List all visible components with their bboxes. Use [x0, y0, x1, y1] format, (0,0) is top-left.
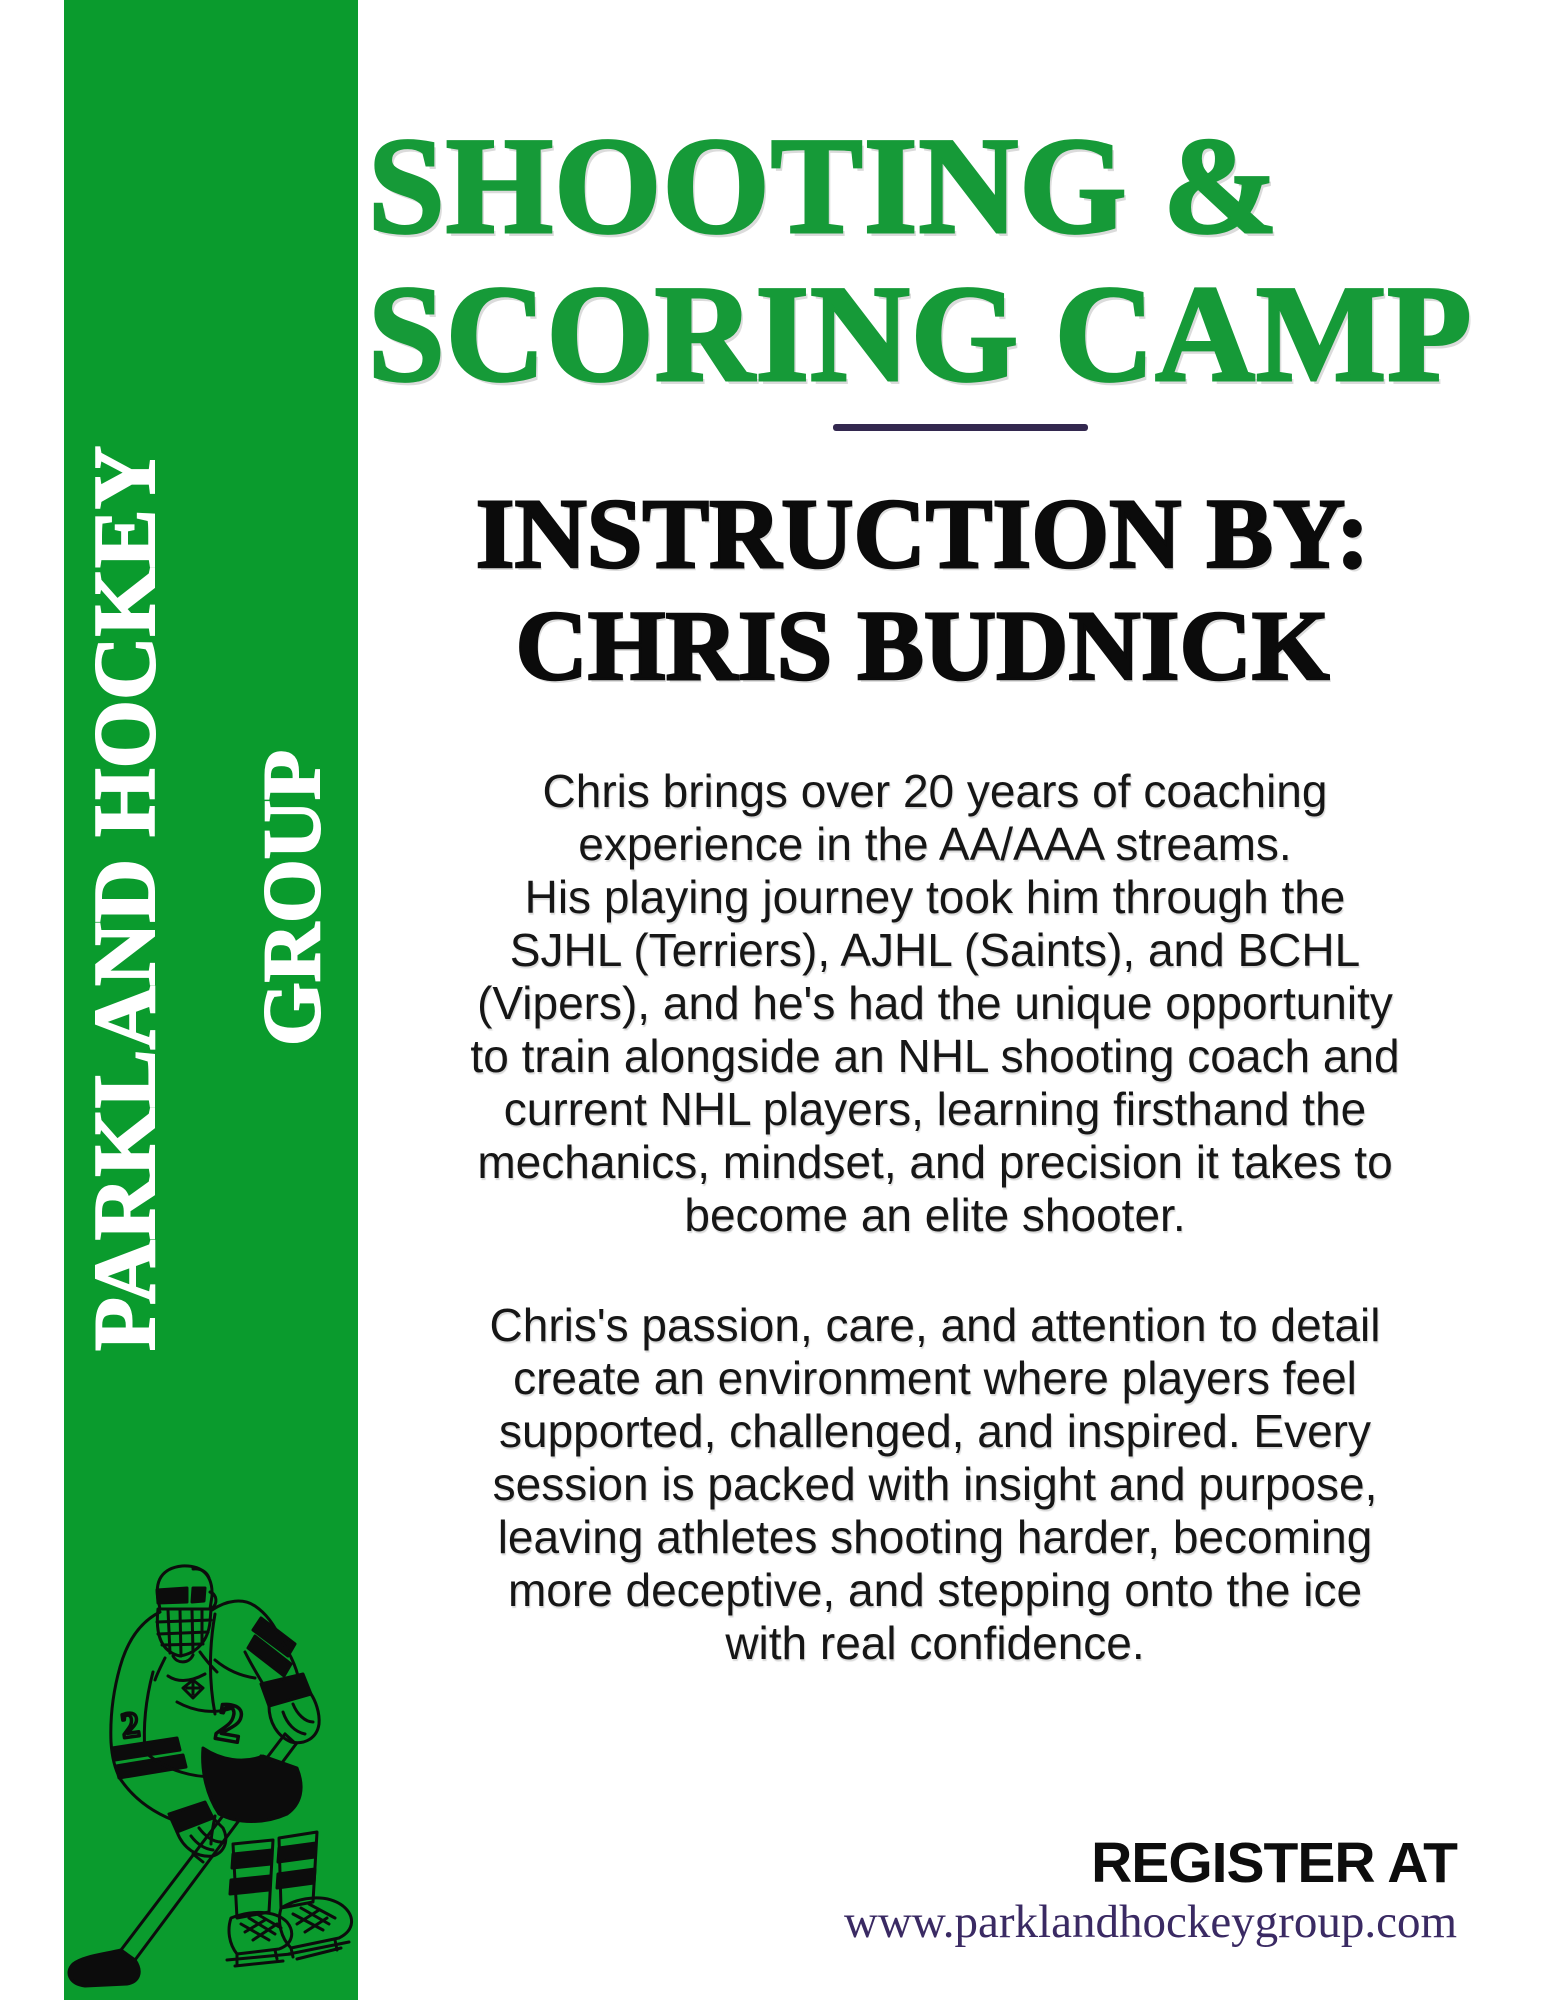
website-link[interactable]: www.parklandhockeygroup.com [844, 1896, 1457, 1948]
page-title-line2: SCORING CAMP [368, 257, 1473, 410]
bio-paragraph-2 [320, 1299, 1545, 1670]
page-title-line1: SHOOTING & [368, 109, 1279, 262]
bio-line: current NHL players, learning firsthand the [503, 1083, 1367, 1135]
hockey-player-icon [65, 1552, 360, 1997]
svg-text:2: 2 [210, 1690, 248, 1755]
instructor-heading-line2: CHRIS BUDNICK [515, 590, 1330, 701]
sidebar-brand-primary: PARKLAND HOCKEY [77, 445, 174, 1351]
bio-line: Chris's passion, care, and attention to detail [489, 1299, 1381, 1351]
bio-line: His playing journey took him through the [524, 871, 1346, 923]
bio-line: (Vipers), and he's had the unique opportunity [477, 977, 1393, 1029]
instructor-heading-line1: INSTRUCTION BY: [475, 478, 1370, 589]
title-divider [833, 424, 1088, 431]
bio-line: more deceptive, and stepping onto the ice [507, 1564, 1363, 1616]
bio-paragraph-1 [320, 765, 1545, 1242]
bio-line: become an elite shooter. [684, 1189, 1186, 1241]
bio-line: leaving athletes shooting harder, becoming [497, 1511, 1373, 1563]
page-title [368, 109, 1473, 410]
bio-line: experience in the AA/AAA streams. [578, 818, 1292, 870]
instructor-heading [300, 478, 1545, 702]
register-at-label: REGISTER AT [1091, 1831, 1457, 1895]
bio-line: with real confidence. [725, 1617, 1145, 1669]
bio-line: create an environment where players feel [513, 1352, 1357, 1404]
bio-line: Chris brings over 20 years of coaching [542, 765, 1328, 817]
bio-line: to train alongside an NHL shooting coach and [470, 1030, 1400, 1082]
footer-register-block [844, 1832, 1457, 1948]
bio-line: session is packed with insight and purpose, [492, 1458, 1378, 1510]
bio-line: mechanics, mindset, and precision it takes to [477, 1136, 1393, 1188]
bio-line: supported, challenged, and inspired. Every [498, 1405, 1371, 1457]
bio-line: SJHL (Terriers), AJHL (Saints), and BCHL [509, 924, 1361, 976]
sidebar-brand-secondary: GROUP [246, 749, 337, 1047]
instructor-bio [320, 765, 1545, 1670]
svg-text:2: 2 [118, 1703, 142, 1746]
